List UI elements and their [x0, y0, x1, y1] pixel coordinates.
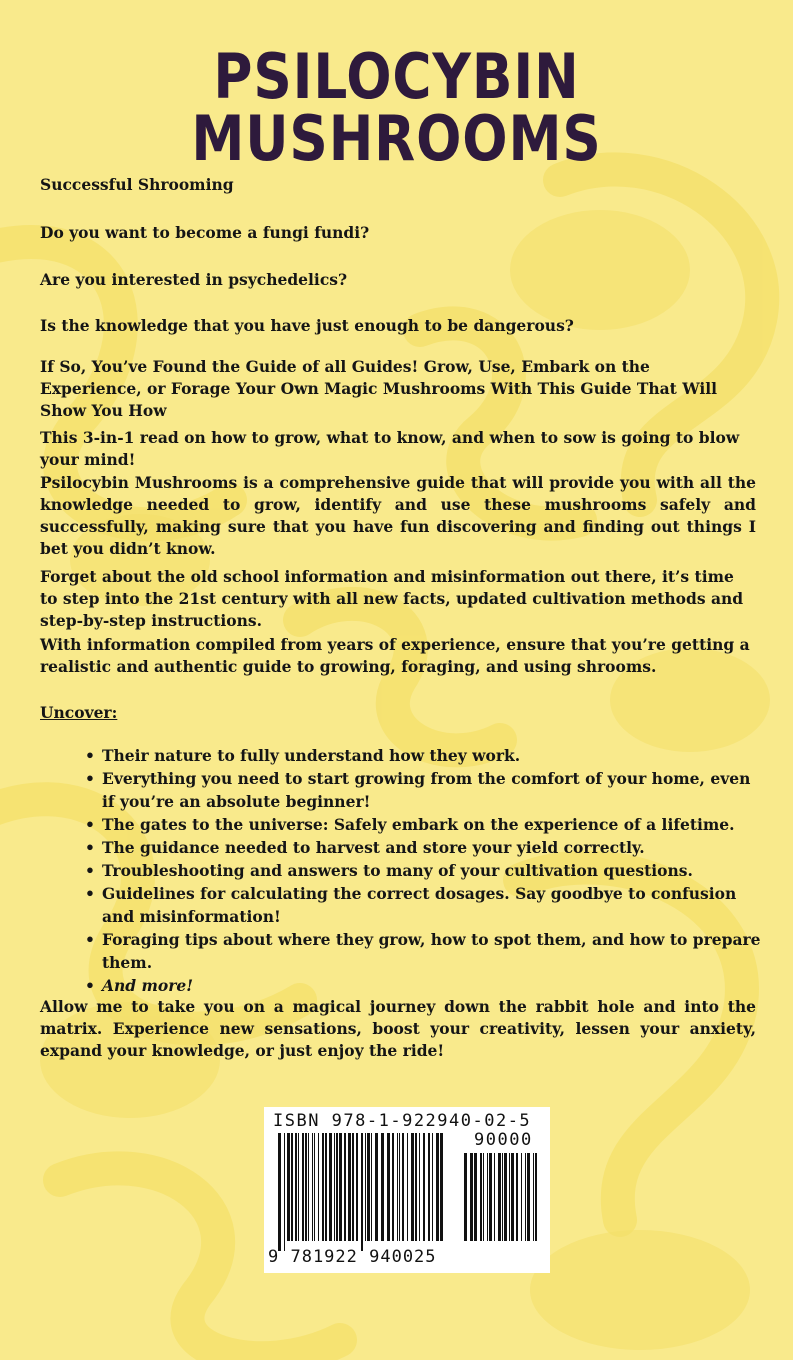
barcode-bar — [428, 1133, 430, 1241]
barcode-bar — [511, 1153, 514, 1241]
barcode-bar — [344, 1133, 346, 1241]
barcode-bar — [415, 1133, 417, 1241]
barcode-bar — [504, 1153, 507, 1241]
subtitle-successful-shrooming: Successful Shrooming — [40, 175, 234, 194]
barcode-bar — [399, 1133, 400, 1241]
barcode-bar — [397, 1133, 398, 1241]
guide-of-all-guides-paragraph: If So, You’ve Found the Guide of all Guides! Grow, Use, Embark on the Experience, or Forage Your Own Magic Mushrooms With This Guide That Will Show You How — [40, 357, 718, 420]
three-in-one-paragraph: This 3-in-1 read on how to grow, what to know, and when to sow is going to blow your mind! — [40, 428, 740, 469]
bullet-icon: • — [85, 815, 95, 834]
question-knowledge: Is the knowledge that you have just enough to be dangerous? — [40, 316, 574, 335]
list-item: • The guidance needed to harvest and store your yield correctly. — [85, 838, 645, 857]
closing-paragraph: Allow me to take you on a magical journey down the rabbit hole and into the matrix. Experience new sensations, boost your creativity, lessen your anxiety, expand your knowledge, or just enjoy the ride! — [40, 997, 756, 1060]
uncover-bullet-list — [83, 744, 763, 997]
barcode-bar — [381, 1133, 384, 1241]
addon-barcode-bars — [464, 1153, 540, 1251]
barcode-bar — [411, 1133, 414, 1241]
barcode-bar — [314, 1133, 315, 1241]
barcode-bar — [298, 1133, 299, 1241]
list-item: • Troubleshooting and answers to many of your cultivation questions. — [85, 861, 693, 880]
uncover-heading: Uncover: — [40, 703, 118, 722]
barcode-bar — [464, 1153, 467, 1241]
barcode-bar — [483, 1153, 484, 1241]
barcode-bar — [489, 1153, 492, 1241]
bullet-icon: • — [85, 930, 95, 949]
bullet-icon: • — [85, 746, 95, 765]
barcode-bar — [278, 1133, 281, 1251]
question-fungi-fundi: Do you want to become a fungi fundi? — [40, 223, 370, 242]
barcode-bar — [318, 1133, 319, 1241]
barcode-bar — [474, 1153, 477, 1241]
barcode-bar — [325, 1133, 327, 1241]
barcode-bar — [419, 1133, 420, 1241]
barcode-bar — [302, 1133, 304, 1241]
list-item: • Their nature to fully understand how they work. — [85, 746, 521, 765]
barcode-bar — [516, 1153, 518, 1241]
barcode-bar — [365, 1133, 366, 1241]
old-school-paragraph: Forget about the old school information and misinformation out there, it’s time to step into the 21st century with all new facts, updated cultivation methods and step-by-step instructions. — [40, 567, 744, 630]
book-title: PSILOCYBIN MUSHROOMS — [191, 40, 602, 175]
isbn-label: ISBN 978-1-922940-02-5 — [273, 1111, 532, 1131]
barcode-bar — [480, 1153, 482, 1241]
comprehensive-guide-paragraph: Psilocybin Mushrooms is a comprehensive guide that will provide you with all the knowledge needed to grow, identify and use these mushrooms safely and successfully, making sure that you have fun discovering and finding out things I bet you didn’t know. — [40, 473, 756, 558]
barcode-bar — [509, 1153, 510, 1241]
ean-barcode-bars — [278, 1133, 446, 1251]
barcode-bar — [527, 1153, 530, 1241]
bullet-icon: • — [85, 769, 95, 788]
barcode-bar — [502, 1153, 503, 1241]
barcode-bar — [329, 1133, 332, 1241]
barcode-bar — [533, 1153, 534, 1241]
isbn-barcode — [264, 1107, 550, 1273]
bullet-icon: • — [85, 884, 95, 903]
compiled-information-paragraph: With information compiled from years of experience, ensure that you’re getting a realistic and authentic guide to growing, foraging, and using shrooms. — [40, 635, 750, 676]
list-item: • Foraging tips about where they grow, how to spot them, and how to prepare them. — [85, 930, 761, 972]
barcode-bar — [339, 1133, 342, 1241]
list-item: • Everything you need to start growing from the comfort of your home, even if you’re an absolute beginner! — [85, 769, 751, 811]
barcode-bar — [498, 1153, 501, 1241]
barcode-bar — [470, 1153, 473, 1241]
price-code: 90000 — [474, 1130, 533, 1150]
barcode-bar — [367, 1133, 370, 1241]
barcode-bar — [525, 1153, 526, 1241]
barcode-bar — [361, 1133, 363, 1251]
barcode-bar — [334, 1133, 335, 1241]
barcode-bar — [371, 1133, 372, 1241]
barcode-bar — [295, 1133, 297, 1241]
barcode-bar — [348, 1133, 351, 1241]
barcode-bar — [312, 1133, 313, 1241]
barcode-bar — [494, 1153, 495, 1241]
list-item: • The gates to the universe: Safely embark on the experience of a lifetime. — [85, 815, 735, 834]
barcode-bar — [423, 1133, 425, 1241]
barcode-bar — [487, 1153, 488, 1241]
bullet-icon: • — [85, 976, 95, 995]
barcode-bar — [392, 1133, 394, 1241]
barcode-bar — [375, 1133, 378, 1241]
question-psychedelics: Are you interested in psychedelics? — [40, 270, 348, 289]
barcode-bar — [284, 1133, 285, 1251]
barcode-bar — [308, 1133, 309, 1241]
barcode-bar — [305, 1133, 307, 1241]
barcode-bar — [440, 1133, 443, 1241]
barcode-bar — [436, 1133, 439, 1241]
barcode-bar — [407, 1133, 408, 1241]
barcode-bar — [356, 1133, 358, 1241]
barcode-bar — [432, 1133, 433, 1241]
barcode-bar — [402, 1133, 404, 1241]
ean-digits: 9 781922 940025 — [268, 1247, 437, 1267]
barcode-bar — [521, 1153, 522, 1241]
barcode-bar — [387, 1133, 390, 1241]
barcode-bar — [336, 1133, 338, 1241]
barcode-bar — [322, 1133, 324, 1241]
barcode-bar — [352, 1133, 354, 1241]
barcode-bar — [535, 1153, 537, 1241]
list-item: • Guidelines for calculating the correct dosages. Say goodbye to confusion and misinformation! — [85, 884, 737, 926]
barcode-bar — [291, 1133, 293, 1241]
bullet-icon: • — [85, 838, 95, 857]
bullet-icon: • — [85, 861, 95, 880]
barcode-bar — [287, 1133, 290, 1241]
list-item: • And more! — [85, 976, 194, 995]
